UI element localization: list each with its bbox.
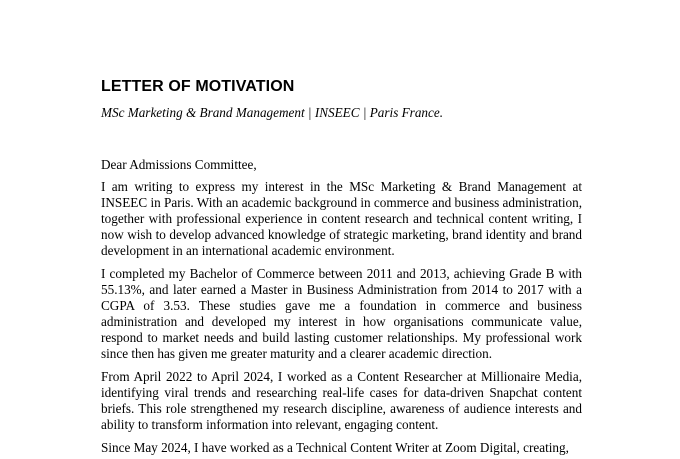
paragraph-education: I completed my Bachelor of Commerce between 2011 and 2013, achieving Grade B with 55.13%, and later earned a Master in Business Administration from 2014 to 2017 with a CGPA of 3.53. These studies gave me a foundation in commerce and business administration and developed my interest in how organisations communicate value, respond to market needs and build lasting customer relationships. My professional work since then has given me greater maturity and a clearer academic direction. [101, 266, 582, 361]
paragraph-experience-zoom-digital: Since May 2024, I have worked as a Technical Content Writer at Zoom Digital, creating, [101, 440, 569, 455]
letter-title: LETTER OF MOTIVATION [101, 78, 295, 95]
paragraph-experience-millionaire-media: From April 2022 to April 2024, I worked as a Content Researcher at Millionaire Media, identifying viral trends and researching real-life cases for data-driven Snapchat content briefs. This role strengthened my research discipline, awareness of audience interests and ability to transform information into relevant, engaging content. [101, 369, 582, 432]
salutation: Dear Admissions Committee, [101, 157, 257, 172]
letter-body [101, 76, 582, 456]
letter-subtitle: MSc Marketing & Brand Management | INSEEC | Paris France. [101, 105, 444, 120]
paragraph-intro: I am writing to express my interest in the MSc Marketing & Brand Management at INSEEC in Paris. With an academic background in commerce and business administration, together with professional experience in content research and technical content writing, I now wish to develop advanced knowledge of strategic marketing, brand identity and brand development in an international academic environment. [101, 179, 582, 258]
